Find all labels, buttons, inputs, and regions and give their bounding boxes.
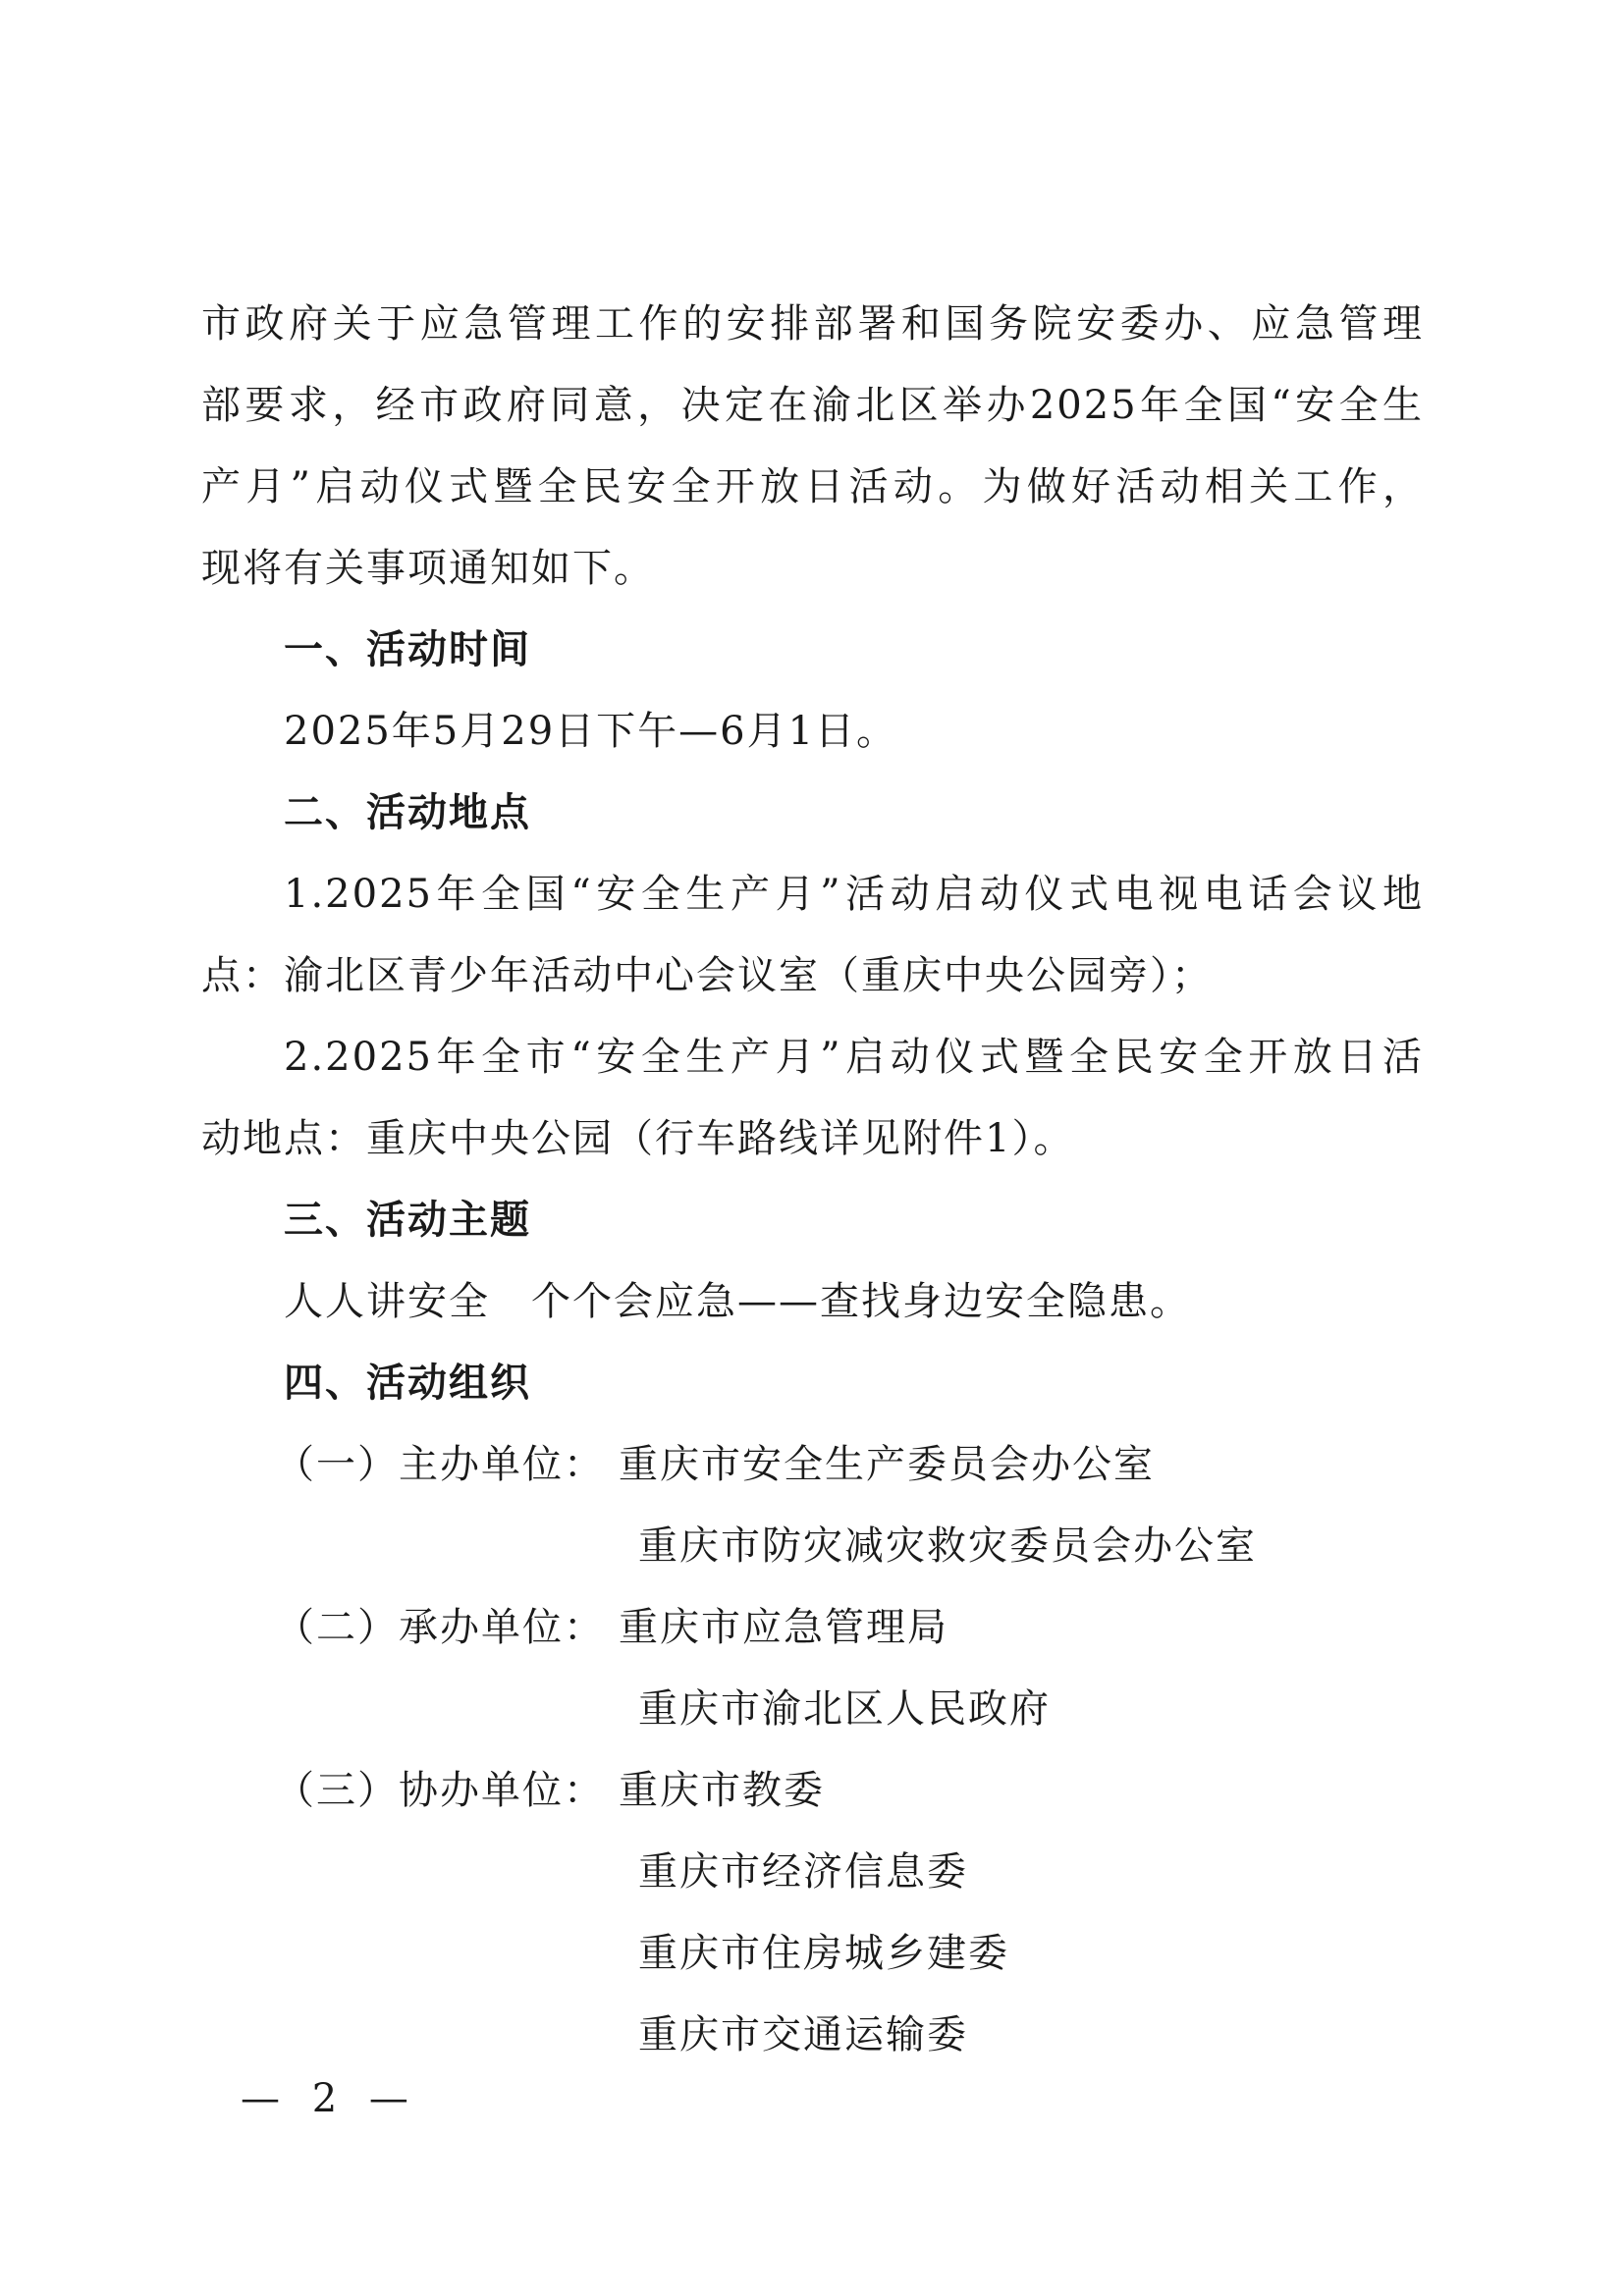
section-heading-organization: 四、活动组织 [284, 1361, 531, 1406]
section-heading-time: 一、活动时间 [284, 627, 531, 672]
section-heading-location: 二、活动地点 [284, 790, 531, 835]
host-label: （一）主办单位： [275, 1442, 605, 1487]
location-item-2-line-2: 动地点：重庆中央公园（行车路线详见附件1）。 [201, 1116, 1075, 1161]
intro-line: 部要求，经市政府同意，决定在渝北区举办2025年全国“安全生 [201, 383, 1424, 428]
coorganizer-value: 重庆市住房城乡建委 [638, 1931, 1009, 1976]
host-value: 重庆市防灾减灾救灾委员会办公室 [638, 1523, 1257, 1569]
section-heading-theme: 三、活动主题 [284, 1198, 531, 1243]
coorganizer-value: 重庆市经济信息委 [638, 1849, 968, 1895]
page-number: — 2 — [241, 2076, 418, 2121]
location-item-1-line-2: 点：渝北区青少年活动中心会议室（重庆中央公园旁）； [201, 953, 1213, 998]
intro-line: 产月”启动仪式暨全民安全开放日活动。为做好活动相关工作， [201, 464, 1424, 509]
coorganizer-value: 重庆市教委 [619, 1768, 825, 1813]
organizer-value: 重庆市渝北区人民政府 [638, 1686, 1051, 1732]
intro-line: 市政府关于应急管理工作的安排部署和国务院安委办、应急管理 [201, 301, 1424, 347]
location-item-1-line-1: 1.2025年全国“安全生产月”活动启动仪式电视电话会议地 [284, 872, 1424, 917]
organizer-value: 重庆市应急管理局 [619, 1605, 948, 1650]
organizer-label: （二）承办单位： [275, 1605, 605, 1650]
coorganizer-label: （三）协办单位： [275, 1768, 605, 1813]
activity-theme-text: 人人讲安全 个个会应急——查找身边安全隐患。 [284, 1279, 1191, 1324]
location-item-2-line-1: 2.2025年全市“安全生产月”启动仪式暨全民安全开放日活 [284, 1035, 1424, 1080]
activity-time-text: 2025年5月29日下午—6月1日。 [284, 709, 898, 754]
host-value: 重庆市安全生产委员会办公室 [619, 1442, 1155, 1487]
coorganizer-value: 重庆市交通运输委 [638, 2012, 968, 2057]
intro-line: 现将有关事项通知如下。 [201, 546, 655, 591]
